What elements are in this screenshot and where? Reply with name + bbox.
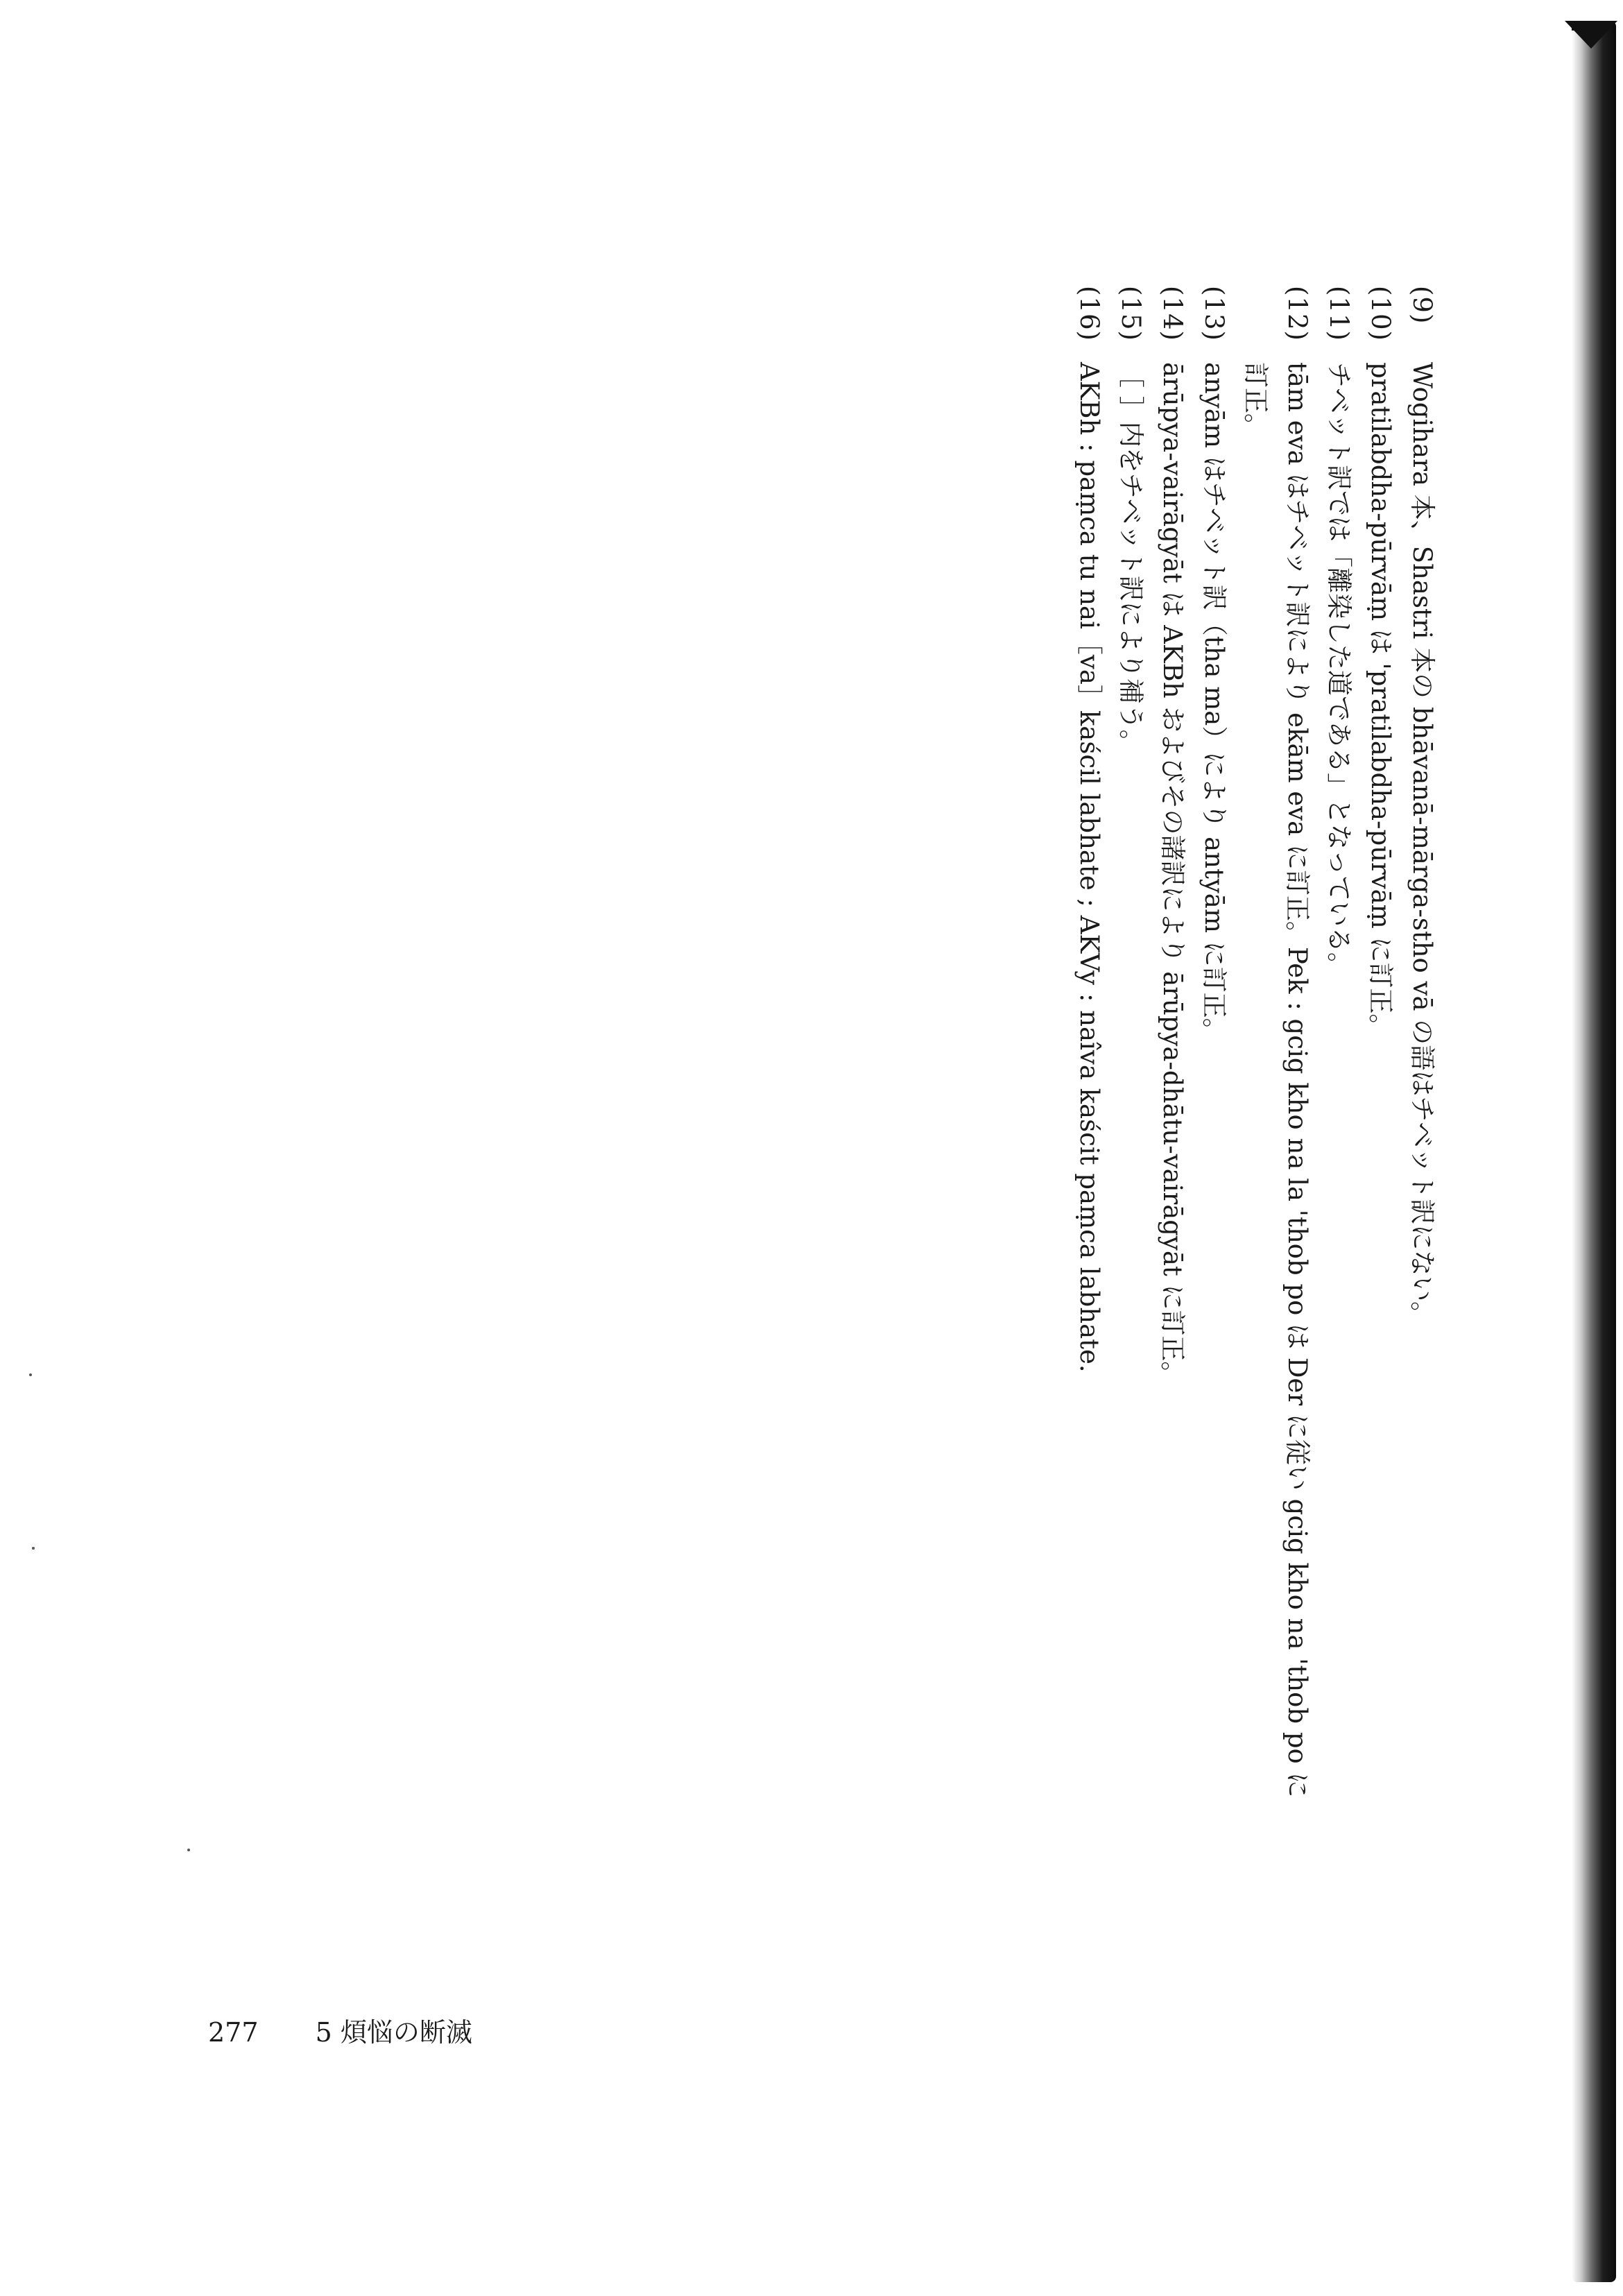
note-number: (9) (1407, 286, 1437, 325)
endnote-15 (1110, 286, 1151, 2020)
endnote-10 (1359, 286, 1401, 2020)
endnote-11 (1318, 286, 1359, 2020)
scan-speck (29, 1373, 32, 1376)
note-number: (12) (1282, 286, 1312, 341)
note-text: tām eva はチベット訳により ekām eva に訂正。Pek : gcig kho na la 'thob po は Der に従い gcig kho na 'thob po に (1282, 362, 1312, 1798)
note-number: (14) (1158, 286, 1187, 341)
scan-speck (32, 1547, 35, 1550)
note-number: (13) (1199, 286, 1229, 341)
scan-speck (187, 1849, 190, 1851)
note-text: pratilabdha-pūrvāṃ は 'pratilabdha-pūrvāṃ に訂正。 (1366, 362, 1396, 1040)
running-head: 5 煩悩の断滅 (315, 2017, 472, 2048)
page-number: 277 (208, 2017, 259, 2048)
book-spine-shadow (1572, 21, 1616, 2282)
endnote-14 (1151, 286, 1193, 2020)
note-number: (16) (1074, 286, 1104, 341)
note-text: anyām はチベット訳（tha ma）により antyām に訂正。 (1199, 362, 1229, 1044)
endnote-12-continuation: 訂正。 (1241, 362, 1271, 439)
note-number: (10) (1366, 286, 1396, 341)
note-text: Wogihara 本、Shastri 本の bhāvanā-mārga-stho vā の語はチベット訳にない。 (1407, 362, 1437, 1328)
endnote-13 (1193, 286, 1235, 2020)
note-number: (15) (1116, 286, 1146, 341)
note-number: (11) (1324, 286, 1354, 341)
note-text: ārūpya-vairāgyāt は AKBh およびその諸訳により ārūpya-dhātu-vairāgyāt に訂正。 (1158, 362, 1187, 1387)
spine-top-cap (1565, 21, 1617, 49)
endnote-9 (1401, 286, 1443, 2020)
note-text: チベット訳では「離染した道である」となっている。 (1324, 362, 1354, 978)
page-footer (208, 2012, 694, 2053)
note-text: AKBh : paṃca tu nai［va］kaścil labhate ; AKVy : naîva kaścit paṃca labhate. (1074, 362, 1104, 1373)
endnote-16 (1068, 286, 1110, 2020)
endnotes-block (1013, 286, 1443, 2020)
endnote-12 (1276, 286, 1318, 2020)
note-text: ［ ］内をチベット訳により補う。 (1116, 362, 1146, 755)
